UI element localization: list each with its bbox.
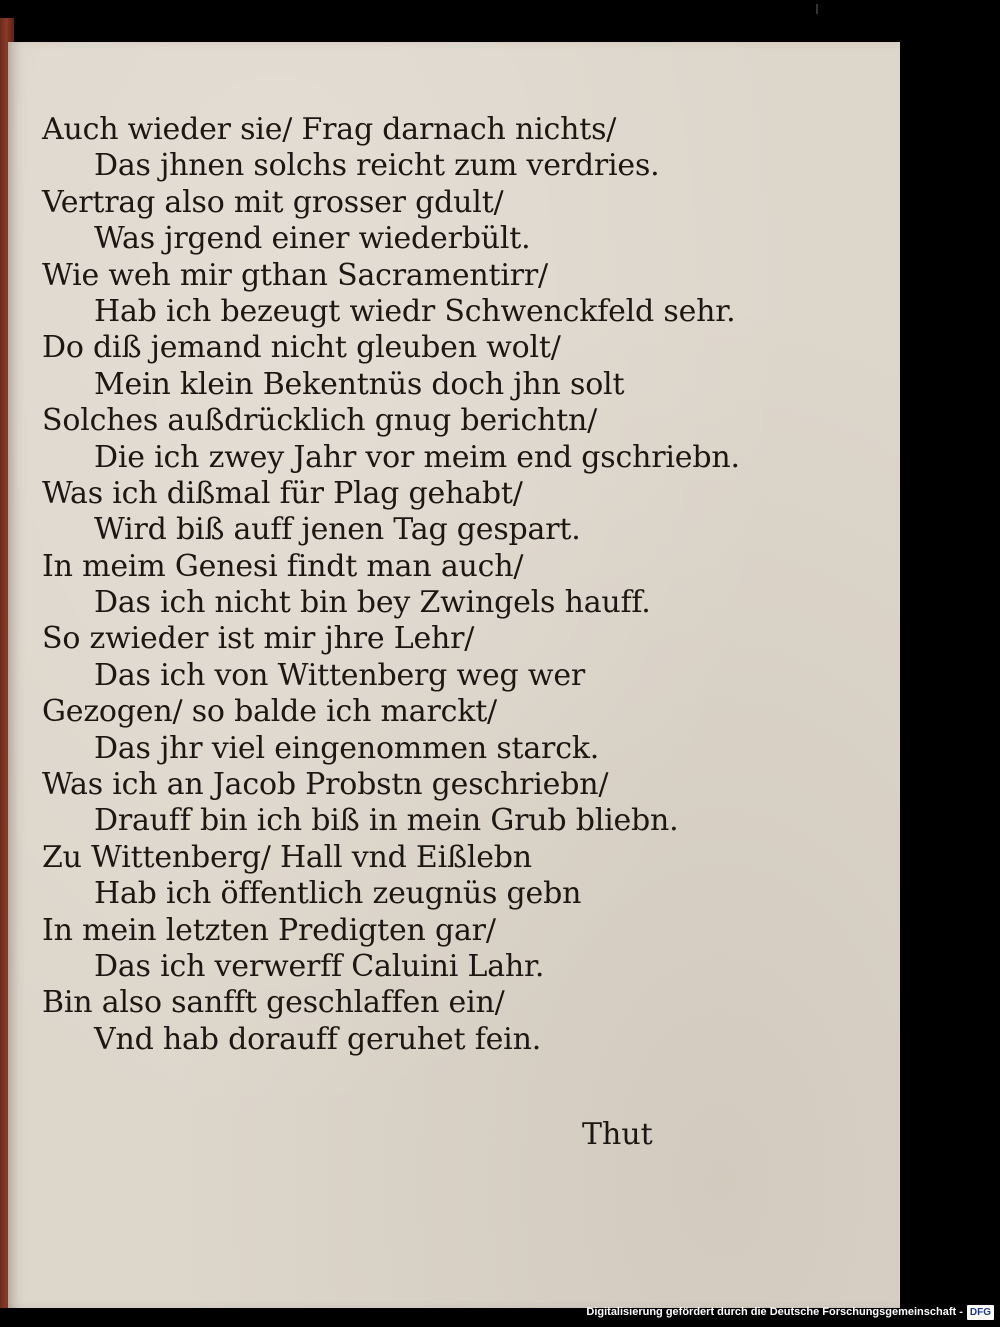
verse-line: Zu Wittenberg/ Hall vnd Eißlebn: [42, 839, 532, 875]
verse-line: Wie weh mir gthan Sacramentirr/: [42, 257, 548, 293]
verse-line: Das jhnen solchs reicht zum verdries.: [94, 148, 660, 184]
verse-line: Vnd hab dorauff geruhet fein.: [94, 1021, 542, 1057]
verse-line: Die ich zwey Jahr vor meim end gschriebn.: [94, 439, 740, 475]
verse-text-block: [42, 112, 740, 1058]
verse-line: Bin also sanfft geschlaffen ein/: [42, 985, 505, 1021]
verse-line: Das ich nicht bin bey Zwingels hauff.: [94, 585, 651, 621]
verse-line: Was ich dißmal für Plag gehabt/: [42, 475, 523, 511]
verse-line: Drauff bin ich biß in mein Grub bliebn.: [94, 803, 679, 839]
verse-line: Das ich verwerff Caluini Lahr.: [94, 948, 545, 984]
verse-line: Was jrgend einer wiederbült.: [94, 221, 531, 257]
verse-line: Wird biß auff jenen Tag gespart.: [94, 512, 581, 548]
footer-credit-text: Digitalisierung gefördert durch die Deutsche Forschungsgemeinschaft -: [586, 1306, 963, 1318]
verse-line: Do diß jemand nicht gleuben wolt/: [42, 330, 561, 366]
verse-line: Auch wieder sie/ Frag darnach nichts/: [42, 112, 617, 147]
verse-line: Das jhr viel eingenommen starck.: [94, 730, 600, 766]
dfg-logo: DFG: [967, 1305, 994, 1320]
book-page: [8, 42, 900, 1308]
catchword: Thut: [582, 1117, 653, 1152]
edge-mark: [816, 4, 818, 14]
verse-line: Was ich an Jacob Probstn geschriebn/: [42, 767, 609, 803]
verse-line: Hab ich öffentlich zeugnüs gebn: [94, 876, 582, 912]
verse-line: Solches außdrücklich gnug berichtn/: [42, 403, 598, 439]
digitization-footer: [586, 1303, 994, 1321]
verse-line: Vertrag also mit grosser gdult/: [42, 184, 504, 220]
verse-line: Hab ich bezeugt wiedr Schwenckfeld sehr.: [94, 293, 736, 329]
verse-line: In meim Genesi findt man auch/: [42, 548, 524, 584]
verse-line: Das ich von Wittenberg weg wer: [94, 657, 586, 693]
verse-line: Mein klein Bekentnüs doch jhn solt: [94, 366, 625, 402]
verse-line: Gezogen/ so balde ich marckt/: [42, 694, 497, 730]
verse-line: So zwieder ist mir jhre Lehr/: [42, 621, 475, 657]
verse-line: In mein letzten Predigten gar/: [42, 912, 496, 948]
